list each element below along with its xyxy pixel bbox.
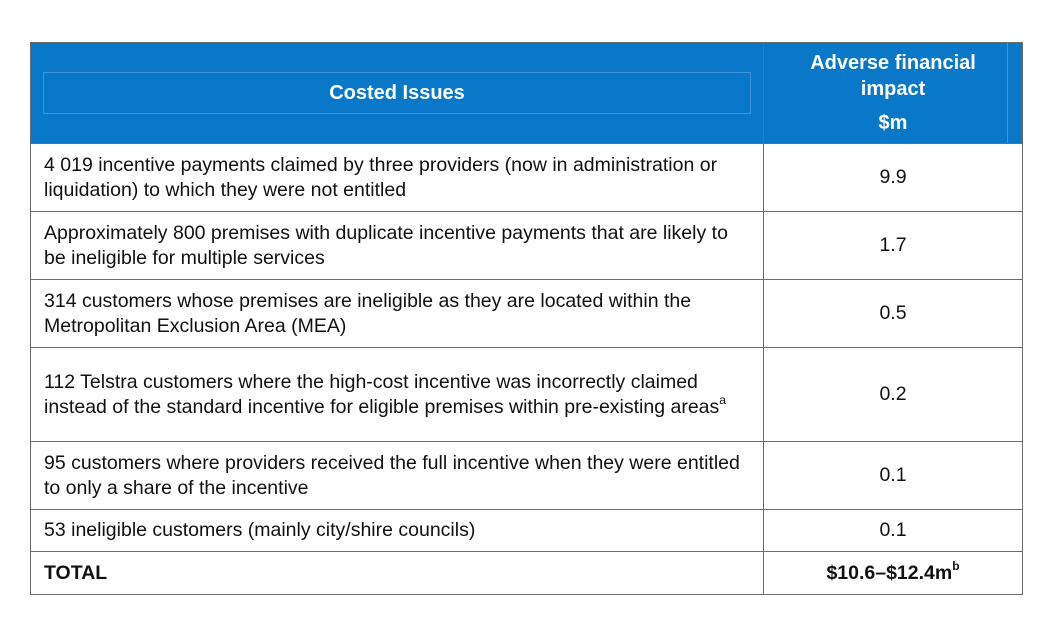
issue-description-text: 4 019 incentive payments claimed by three providers (now in administration or liquidation) to which they were not entitled (44, 153, 718, 201)
header-row (31, 43, 1023, 144)
issue-description-text: 95 customers where providers received the full incentive when they were entitled to only a share of the incentive (44, 451, 740, 499)
issue-description-text: 112 Telstra customers where the high-cost incentive was incorrectly claimed instead of the standard incentive for eligible premises within pre-existing areas (44, 370, 720, 418)
issue-amount: 9.9 (764, 144, 1023, 212)
header-impact-line1: Adverse financial (810, 52, 976, 74)
issue-description-text: 314 customers whose premises are ineligible as they are located within the Metropolitan Exclusion Area (MEA) (44, 289, 692, 337)
issue-description (31, 510, 764, 552)
issue-amount: 1.7 (764, 212, 1023, 280)
total-row (31, 552, 1023, 595)
table-row (31, 510, 1023, 552)
total-amount-value: $10.6–$12.4m (826, 561, 953, 584)
issue-amount: 0.1 (764, 442, 1023, 510)
table-row (31, 144, 1023, 212)
issue-amount: 0.2 (764, 348, 1023, 442)
table-row (31, 212, 1023, 280)
issue-description (31, 442, 764, 510)
footnote-marker-b: b (952, 559, 960, 573)
table-row (31, 442, 1023, 510)
header-costed-issues (31, 43, 764, 144)
issue-description (31, 212, 764, 280)
table-body (31, 144, 1023, 595)
header-inner-rule (1007, 43, 1008, 143)
issue-description (31, 280, 764, 348)
total-amount (764, 552, 1023, 595)
header-adverse-impact (764, 43, 1023, 144)
footnote-marker-a: a (719, 393, 726, 407)
issue-description (31, 144, 764, 212)
costed-issues-table (30, 42, 1023, 595)
header-impact-unit: $m (878, 112, 908, 134)
total-label: TOTAL (31, 552, 764, 595)
header-adverse-impact-label (764, 50, 1022, 136)
issue-amount: 0.1 (764, 510, 1023, 552)
issue-description-text: 53 ineligible customers (mainly city/shire councils) (44, 519, 476, 541)
issue-amount: 0.5 (764, 280, 1023, 348)
table-row (31, 280, 1023, 348)
header-impact-line2: impact (860, 78, 926, 100)
costed-issues-table-container (30, 42, 1022, 595)
header-costed-issues-label: Costed Issues (43, 72, 751, 114)
issue-description-text: Approximately 800 premises with duplicate incentive payments that are likely to be ineligible for multiple services (44, 221, 728, 269)
table-row (31, 348, 1023, 442)
table-header (31, 43, 1023, 144)
issue-description (31, 348, 764, 442)
